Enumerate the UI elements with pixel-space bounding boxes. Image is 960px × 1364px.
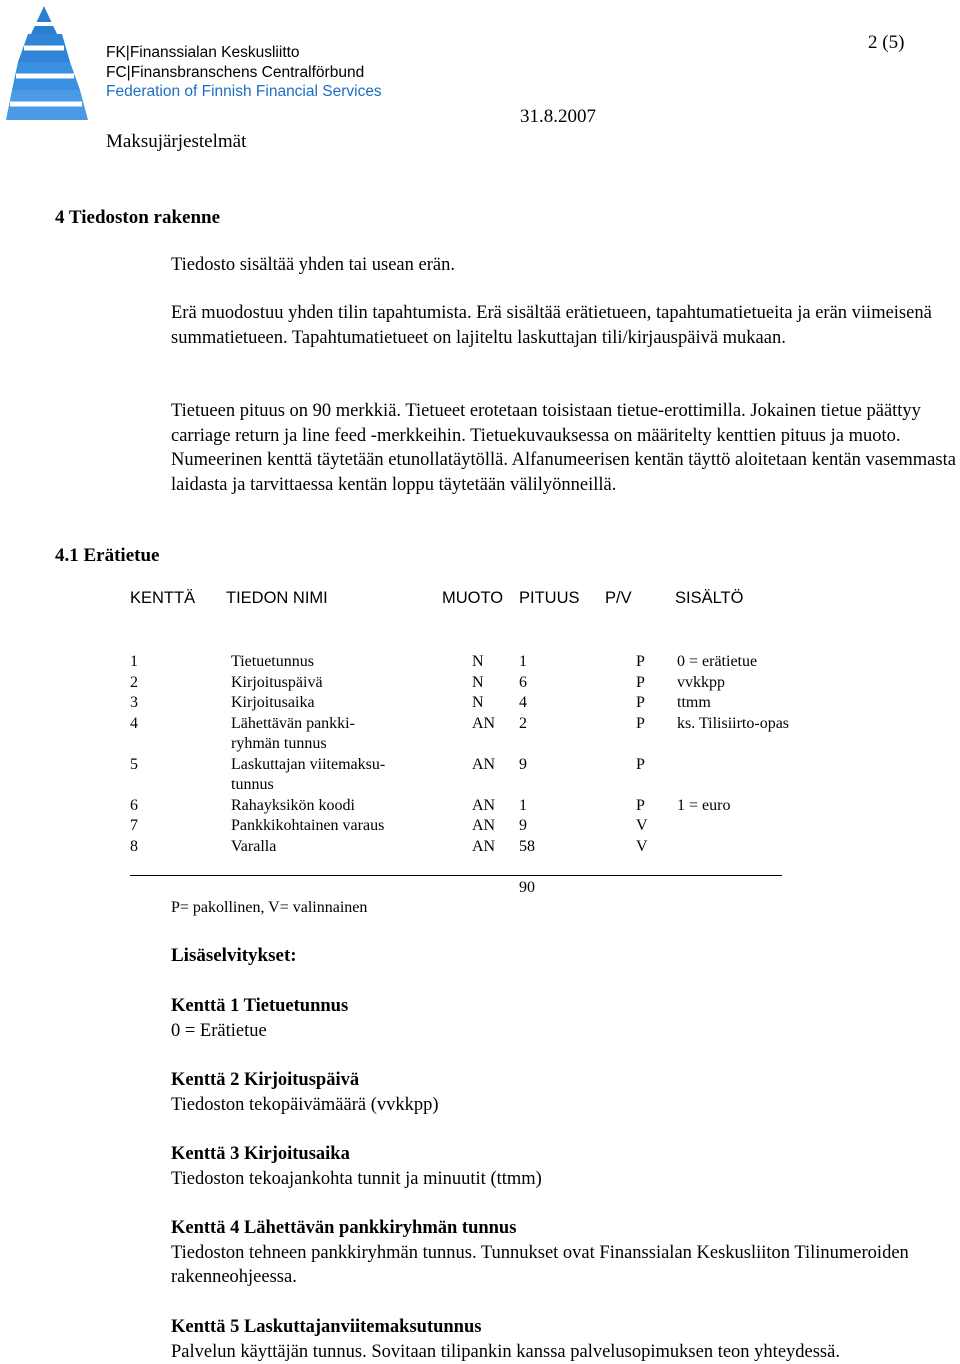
cell-field: 5 — [130, 755, 138, 773]
cell-length: 2 — [519, 714, 527, 732]
cell-pv: V — [636, 837, 648, 855]
cell-length: 9 — [519, 817, 527, 834]
note-title: Kenttä 2 Kirjoituspäivä — [171, 1070, 360, 1090]
table-divider — [130, 875, 782, 876]
subsection-heading: 4.1 Erätietue — [55, 545, 160, 566]
cell-name: Kirjoituspäivä — [231, 673, 323, 691]
cell-pv: V — [636, 817, 648, 834]
cell-field: 4 — [130, 714, 138, 732]
note-title: Kenttä 1 Tietuetunnus — [171, 996, 349, 1016]
table-header-content: SISÄLTÖ — [675, 589, 744, 607]
cell-length: 6 — [519, 673, 527, 691]
cell-field: 7 — [130, 817, 138, 834]
cell-pv: P — [636, 755, 645, 773]
fk-logo-icon — [4, 4, 88, 122]
cell-format: AN — [472, 837, 496, 855]
cell-name: Pankkikohtainen varaus — [231, 817, 385, 834]
cell-format: AN — [472, 714, 496, 732]
cell-length: 1 — [519, 653, 527, 670]
cell-name: Kirjoitusaika — [231, 694, 315, 711]
note-text: Palvelun käyttäjän tunnus. Sovitaan tilipankin kanssa palvelusopimuksen teon yhteydessä. — [171, 1341, 840, 1362]
cell-format: AN — [472, 796, 496, 814]
table-header-field: KENTTÄ — [130, 589, 196, 607]
page-number: 2 (5) — [868, 32, 905, 53]
cell-name: ryhmän tunnus — [231, 735, 327, 752]
cell-content: 1 = euro — [677, 796, 731, 814]
note-title: Kenttä 4 Lähettävän pankkiryhmän tunnus — [171, 1218, 517, 1238]
cell-pv: P — [636, 673, 645, 691]
cell-pv: P — [636, 694, 645, 711]
cell-length: 4 — [519, 694, 527, 711]
table-legend: P= pakollinen, V= valinnainen — [171, 899, 368, 916]
cell-format: N — [472, 673, 484, 691]
department-name: Maksujärjestelmät — [106, 131, 247, 152]
cell-length: 58 — [519, 837, 535, 855]
section-heading: 4 Tiedoston rakenne — [55, 207, 221, 228]
org-name-fi: FK|Finanssialan Keskusliitto — [106, 44, 300, 61]
note-text: Tiedoston tehneen pankkiryhmän tunnus. Tunnukset ovat Finanssialan Keskusliiton Tilinumeroiden rakenneohjeessa. — [171, 1242, 909, 1288]
cell-content: ks. Tilisiirto-opas — [677, 714, 790, 732]
cell-name: tunnus — [231, 776, 274, 793]
cell-format: AN — [472, 817, 496, 834]
note-title: Kenttä 3 Kirjoitusaika — [171, 1144, 350, 1164]
cell-name: Rahayksikön koodi — [231, 796, 355, 814]
cell-field: 3 — [130, 694, 138, 711]
cell-field: 2 — [130, 673, 138, 691]
cell-content: ttmm — [677, 694, 711, 711]
cell-format: N — [472, 694, 484, 711]
cell-format: N — [472, 653, 484, 670]
org-name-en: Federation of Finnish Financial Services — [106, 83, 382, 100]
total-length: 90 — [519, 879, 535, 896]
cell-name: Laskuttajan viitemaksu- — [231, 755, 386, 773]
table-header-format: MUOTO — [442, 589, 504, 607]
document-date: 31.8.2007 — [520, 106, 596, 127]
paragraph: Tietueen pituus on 90 merkkiä. Tietueet erotetaan toisistaan tietue-erottimilla. Jokainen tietue päättyy carriage return ja line feed -merkkeihin. Tietuekuvauksessa on määritelty kenttien pituus ja muoto. Numeerinen kenttä täytetään etunollatäytöllä. Alfanumeerisen kentän täyttö aloitetaan kentän vasemmasta laidasta ja tarvittaessa kentän loppu täytetään välilyönneillä. — [171, 401, 956, 495]
cell-field: 1 — [130, 653, 138, 670]
table-header-length: PITUUS — [519, 589, 580, 607]
table-header-name: TIEDON NIMI — [226, 589, 328, 607]
note-text: Tiedoston tekopäivämäärä (vvkkpp) — [171, 1094, 439, 1115]
cell-field: 6 — [130, 796, 138, 814]
cell-field: 8 — [130, 837, 138, 855]
notes-heading: Lisäselvitykset: — [171, 945, 297, 966]
cell-length: 9 — [519, 755, 527, 773]
note-text: Tiedoston tekoajankohta tunnit ja minuutit (ttmm) — [171, 1168, 542, 1189]
cell-name: Lähettävän pankki- — [231, 714, 355, 732]
org-name-sv: FC|Finansbranschens Centralförbund — [106, 64, 365, 81]
cell-pv: P — [636, 714, 645, 732]
cell-pv: P — [636, 796, 645, 814]
table-header-pv: P/V — [605, 589, 632, 607]
note-text: 0 = Erätietue — [171, 1020, 267, 1041]
cell-name: Varalla — [231, 837, 277, 855]
cell-content: vvkkpp — [677, 673, 725, 691]
cell-format: AN — [472, 755, 496, 773]
cell-content: 0 = erätietue — [677, 653, 758, 670]
paragraph: Erä muodostuu yhden tilin tapahtumista. Erä sisältää erätietueen, tapahtumatietueita ja erän viimeisenä summatietueen. Tapahtumatietueet on lajiteltu laskuttajan tili/kirjauspäivä mukaan. — [171, 303, 932, 348]
cell-pv: P — [636, 653, 645, 670]
note-title: Kenttä 5 Laskuttajanviitemaksutunnus — [171, 1317, 482, 1337]
cell-name: Tietuetunnus — [231, 653, 314, 670]
cell-length: 1 — [519, 796, 527, 814]
paragraph: Tiedosto sisältää yhden tai usean erän. — [171, 255, 455, 275]
